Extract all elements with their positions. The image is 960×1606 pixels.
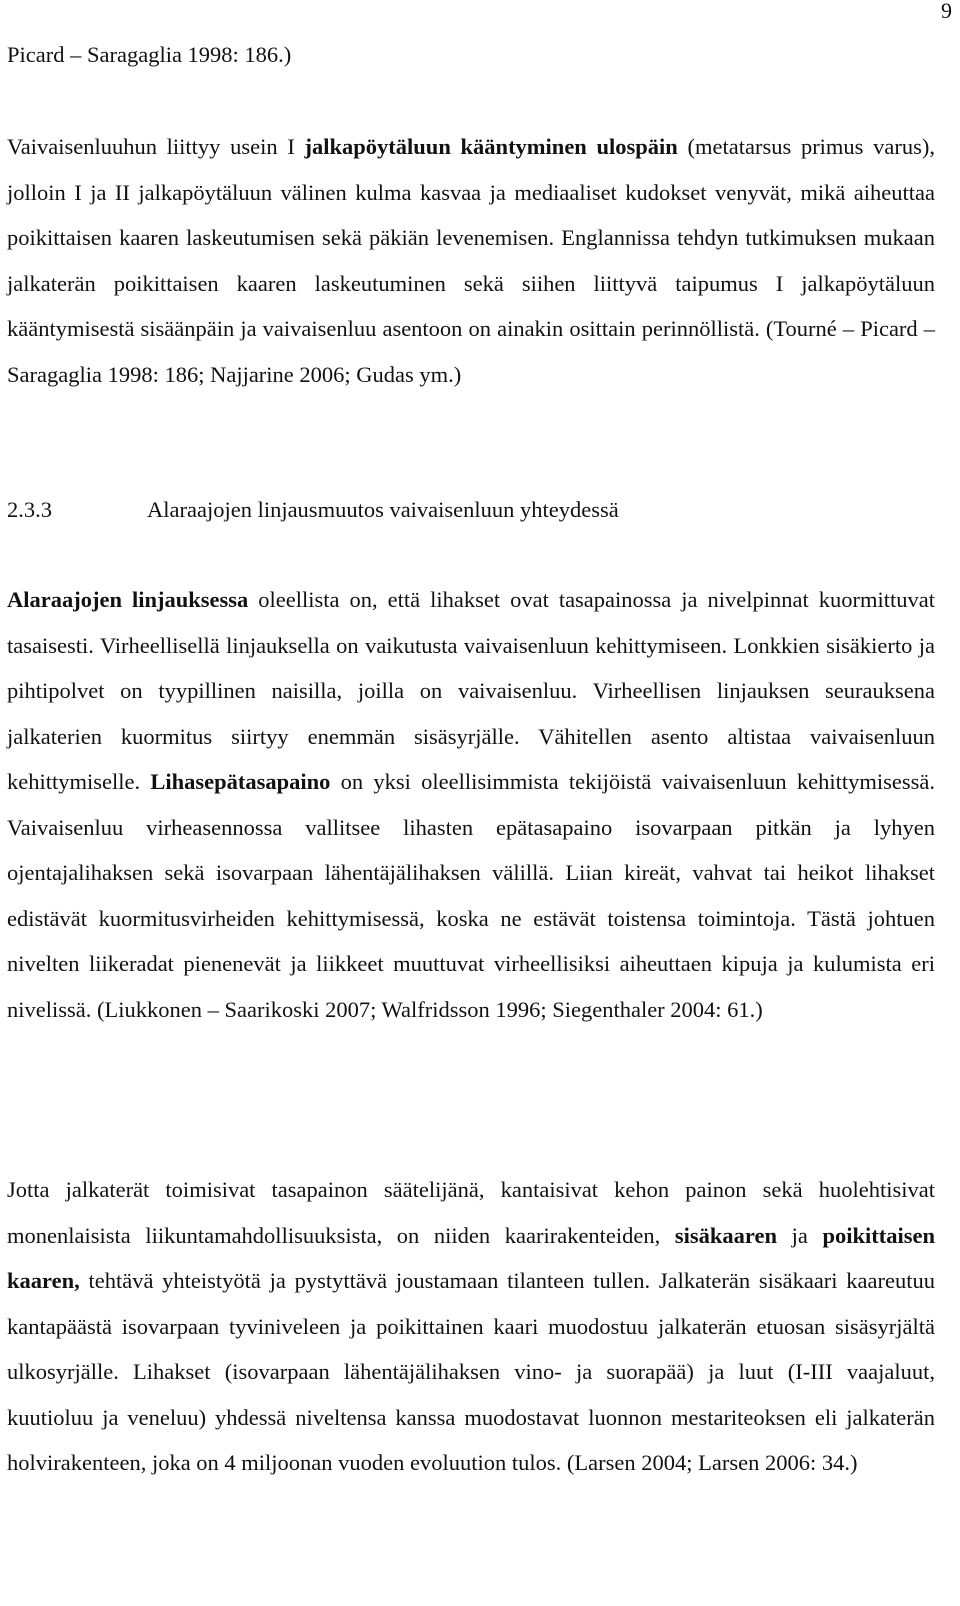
paragraph-alignment xyxy=(7,577,935,1032)
text-run: (metatarsus primus varus), jolloin I ja II jalkapöytäluun välinen kulma kasvaa ja mediaaliset kudokset venyvät, mikä aiheuttaa poikittaisen kaaren laskeutumisen sekä päkiän levenemisen. Englannissa tehdyn tutkimuksen mukaan jalkaterän poikittaisen kaaren laskeutuminen sekä siihen liittyvä taipumus I jalkapöytäluun kääntymisestä sisäänpäin ja vaivaisenluu asentoon on ainakin osittain perinnöllistä. (Tourné – Picard – Saragaglia 1998: 186; Najjarine 2006; Gudas ym.) xyxy=(7,134,935,387)
text-run: Jotta jalkaterät toimisivat tasapainon säätelijänä, kantaisivat kehon painon sekä huolehtisivat monenlaisista liikuntamahdollisuuksista, on niiden kaarirakenteiden, xyxy=(7,1177,935,1248)
paragraph-hallux-valgus xyxy=(7,124,935,397)
bold-term: poikittaisen kaaren, xyxy=(7,1222,935,1293)
text-run: ja xyxy=(777,1222,823,1248)
paragraph-arches xyxy=(7,1167,935,1486)
text-run: tehtävä yhteistyötä ja pystyttävä joustamaan tilanteen tullen. Jalkaterän sisäkaari kaareutuu kantapäästä isovarpaan tyviniveleen ja poikittainen kaari muodostuu jalkaterän etuosan sisäsyrjältä ulkosyrjälle. Lihakset (isovarpaan lähentäjälihaksen vino- ja suorapää) ja luut (I-III vaajaluut, kuutioluu ja veneluu) yhdessä niveltensa kanssa muodostavat luonnon mestariteoksen eli jalkaterän holvirakenteen, joka on 4 miljoonan vuoden evoluution tulos. (Larsen 2004; Larsen 2006: 34.) xyxy=(7,1268,935,1475)
paragraph-continuation: Picard – Saragaglia 1998: 186.) xyxy=(7,42,292,67)
section-number: 2.3.3 xyxy=(7,497,52,522)
bold-term: sisäkaaren xyxy=(674,1222,777,1248)
text-run: oleellista on, että lihakset ovat tasapainossa ja nivelpinnat kuormittuvat tasaisesti. Virheellisellä linjauksella on vaikutusta vaivaisenluun kehittymiseen. Lonkkien sisäkierto ja pihtipolvet on tyypillinen naisilla, joilla on vaivaisenluu. Virheellisen linjauksen seurauksena jalkaterien kuormitus siirtyy enemmän sisäsyrjälle. Vähitellen asento altistaa vaivaisenluun kehittymiselle. xyxy=(7,587,935,794)
text-run: on yksi oleellisimmista tekijöistä vaivaisenluun kehittymisessä. Vaivaisenluu virheasennossa vallitsee lihasten epätasapaino isovarpaan pitkän ja lyhyen ojentajalihaksen sekä isovarpaan lähentäjälihaksen välillä. Liian kireät, vahvat tai heikot lihakset edistävät kuormitusvirheiden kehittymisessä, koska ne estävät toistensa toimintoja. Tästä johtuen nivelten liikeradat pienenevät ja liikkeet muuttuvat virheellisiksi aiheuttaen kipuja ja kulumista eri nivelissä. (Liukkonen – Saarikoski 2007; Walfridsson 1996; Siegenthaler 2004: 61.) xyxy=(7,769,935,1022)
section-title: Alaraajojen linjausmuutos vaivaisenluun yhteydessä xyxy=(147,497,619,522)
page-number: 9 xyxy=(941,0,952,23)
bold-term: jalkapöytäluun kääntyminen ulospäin xyxy=(304,134,678,159)
bold-term: Lihasepätasapaino xyxy=(150,769,331,794)
text-run: Vaivaisenluuhun liittyy usein I xyxy=(7,134,305,159)
bold-term: Alaraajojen linjauksessa xyxy=(7,587,249,612)
section-heading xyxy=(7,495,935,525)
